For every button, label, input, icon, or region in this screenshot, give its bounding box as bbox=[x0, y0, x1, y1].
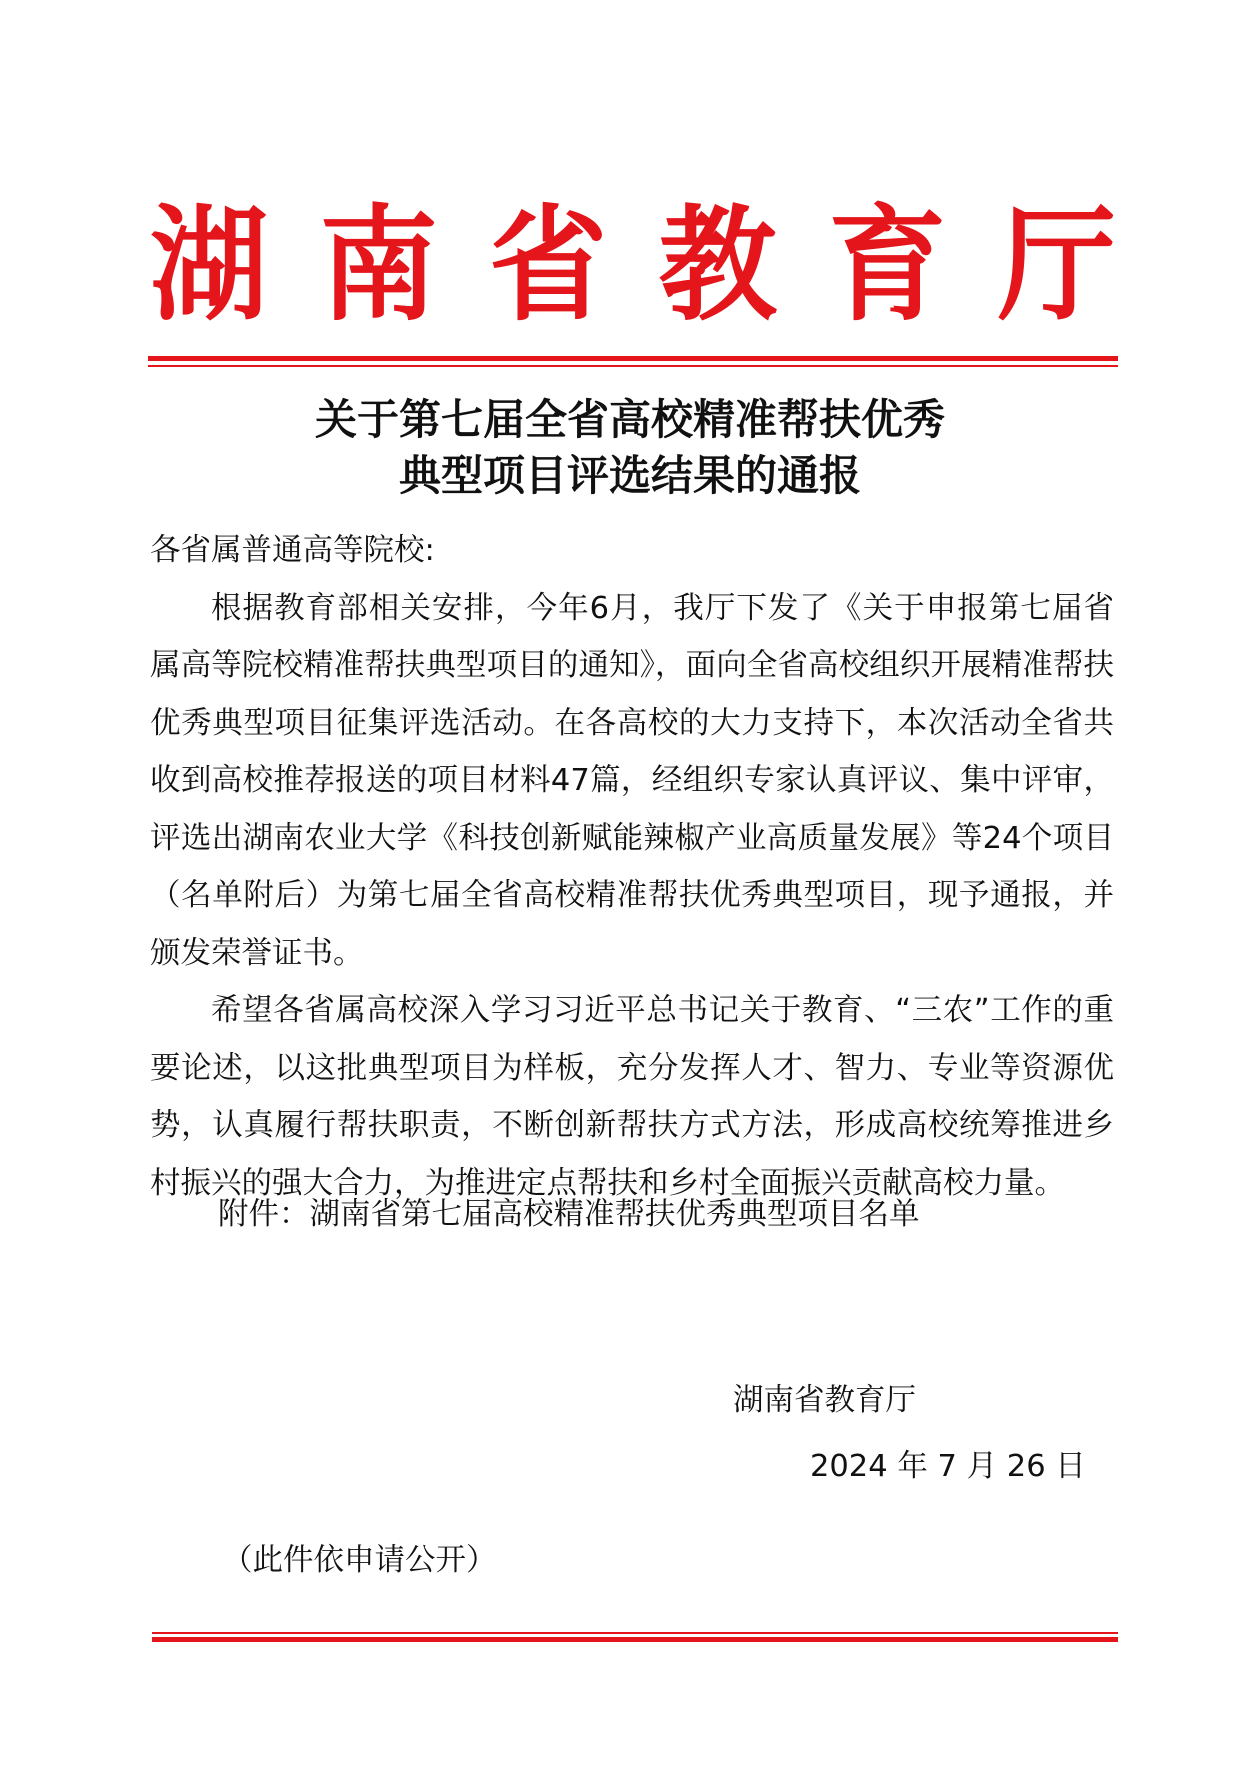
footer-divider-thin bbox=[152, 1632, 1118, 1634]
letterhead-char: 育 bbox=[828, 191, 947, 338]
disclosure-note: （此件依申请公开） bbox=[222, 1543, 497, 1578]
document-body bbox=[150, 522, 1114, 1212]
header-divider-thin bbox=[148, 365, 1118, 367]
letterhead-char: 南 bbox=[319, 191, 438, 338]
footer-divider-thick bbox=[152, 1637, 1118, 1642]
document-title-line1: 关于第七届全省高校精准帮扶优秀 bbox=[314, 395, 945, 444]
signature-org: 湖南省教育厅 bbox=[733, 1383, 916, 1418]
letterhead-char: 湖 bbox=[150, 191, 269, 338]
body-paragraph-1: 根据教育部相关安排，今年6月，我厅下发了《关于申报第七届省属高等院校精准帮扶典型项目的通知》，面向全省高校组织开展精准帮扶优秀典型项目征集评选活动。在各高校的大力支持下，本次活动全省共收到高校推荐报送的项目材料47篇，经组织专家认真评议、集中评审，评选出湖南农业大学《科技创新赋能辣椒产业高质量发展》等24个项目（名单附后）为第七届全省高校精准帮扶优秀典型项目，现予通报，并颁发荣誉证书。 bbox=[150, 590, 1114, 971]
letterhead-char: 厅 bbox=[997, 191, 1116, 338]
attachment-line: 附件：湖南省第七届高校精准帮扶优秀典型项目名单 bbox=[218, 1197, 920, 1232]
letterhead-title bbox=[150, 190, 1116, 340]
document-title-line2: 典型项目评选结果的通报 bbox=[398, 451, 861, 500]
signature-date: 2024 年 7 月 26 日 bbox=[810, 1449, 1086, 1484]
letterhead-char: 省 bbox=[489, 191, 608, 338]
document-title bbox=[150, 392, 1110, 504]
header-divider-thick bbox=[148, 356, 1118, 361]
salutation: 各省属普通高等院校: bbox=[150, 533, 435, 568]
body-paragraph-2: 希望各省属高校深入学习习近平总书记关于教育、“三农”工作的重要论述，以这批典型项目为样板，充分发挥人才、智力、专业等资源优势，认真履行帮扶职责，不断创新帮扶方式方法，形成高校统筹推进乡村振兴的强大合力，为推进定点帮扶和乡村全面振兴贡献高校力量。 bbox=[150, 993, 1114, 1201]
letterhead-char: 教 bbox=[658, 191, 777, 338]
